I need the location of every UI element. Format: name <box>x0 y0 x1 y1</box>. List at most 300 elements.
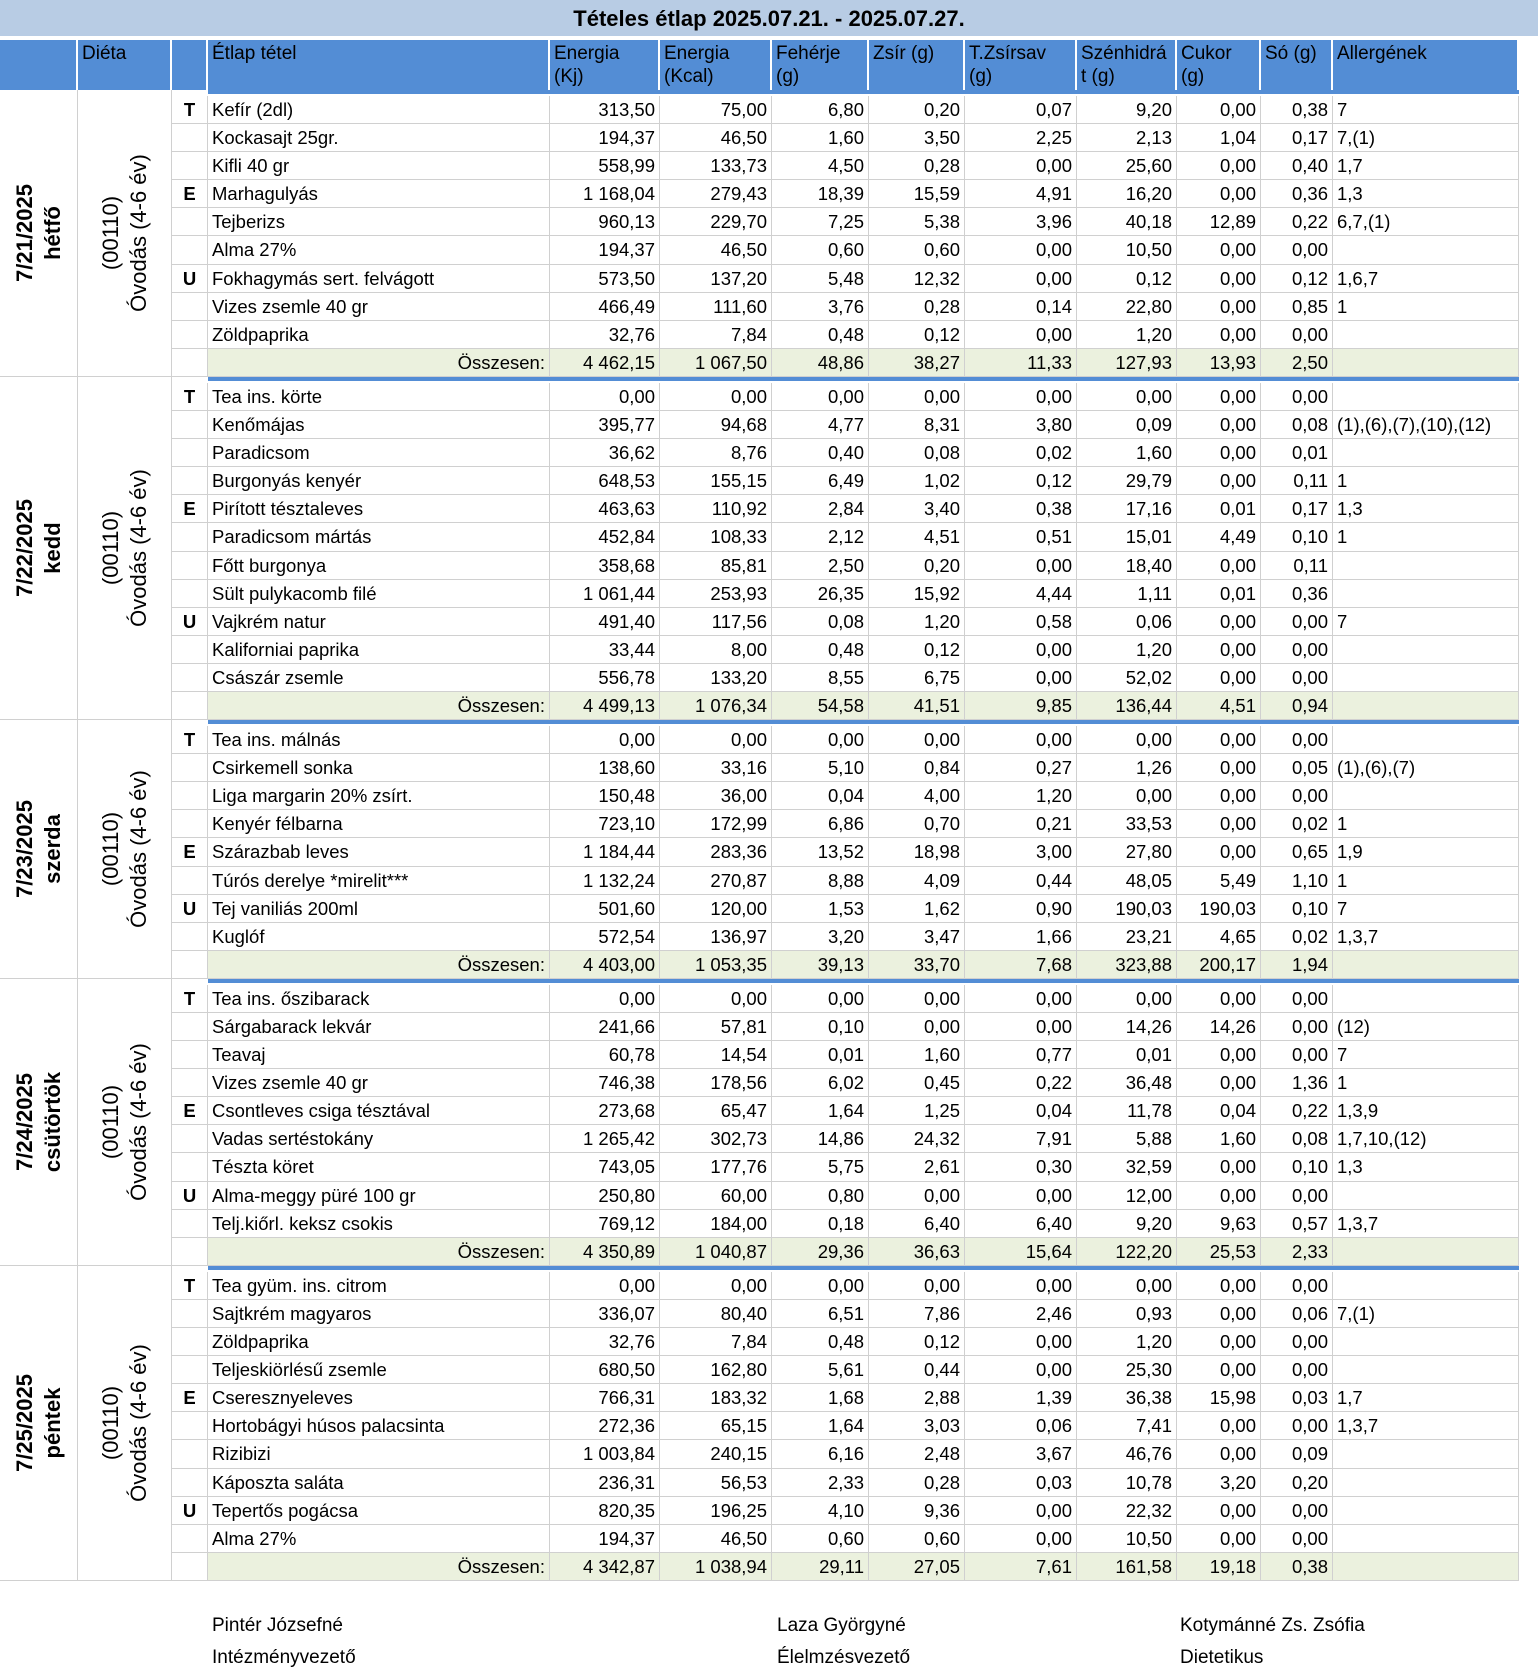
day-date: 7/24/2025 <box>11 1072 37 1171</box>
zsir-cell: 0,00 <box>869 726 965 754</box>
feherje-cell: 1,53 <box>772 895 869 923</box>
tzsirsav-cell: 3,96 <box>965 208 1077 236</box>
total-zsir-cell: 38,27 <box>869 349 965 377</box>
meal-code-cell: U <box>172 1497 208 1525</box>
meal-code-cell <box>172 1069 208 1097</box>
cukor-cell: 0,00 <box>1177 1525 1261 1553</box>
zsir-cell: 0,45 <box>869 1069 965 1097</box>
energia-kj-cell: 0,00 <box>550 1272 660 1300</box>
signature-1 <box>212 1610 356 1674</box>
tzsirsav-cell: 0,00 <box>965 236 1077 264</box>
so-cell: 0,00 <box>1261 664 1333 692</box>
energia-kcal-cell: 46,50 <box>660 1525 772 1553</box>
cukor-cell: 0,00 <box>1177 1412 1261 1440</box>
so-cell: 0,65 <box>1261 838 1333 866</box>
day-label <box>11 184 67 282</box>
zsir-cell: 0,00 <box>869 1013 965 1041</box>
so-cell: 0,38 <box>1261 96 1333 124</box>
day-cell <box>0 90 78 377</box>
energia-kj-cell: 150,48 <box>550 782 660 810</box>
total-energia-kcal-cell: 1 053,35 <box>660 951 772 979</box>
signature-role: Intézményvezető <box>212 1647 356 1668</box>
zsir-cell: 18,98 <box>869 838 965 866</box>
so-cell: 0,02 <box>1261 923 1333 951</box>
total-tzsirsav-cell: 7,68 <box>965 951 1077 979</box>
day-label <box>11 800 67 898</box>
day-date: 7/23/2025 <box>11 800 37 898</box>
menu-item-name: Kifli 40 gr <box>208 152 550 180</box>
allergen-cell: 1,7 <box>1333 1384 1519 1412</box>
so-cell: 0,10 <box>1261 895 1333 923</box>
signature-role: Élelmzésvezető <box>777 1647 911 1668</box>
so-cell: 0,10 <box>1261 523 1333 551</box>
header-dieta: Diéta <box>78 40 172 90</box>
meal-code-cell <box>172 1153 208 1181</box>
meal-code-cell: E <box>172 495 208 523</box>
cukor-cell: 0,01 <box>1177 580 1261 608</box>
meal-code-cell <box>172 439 208 467</box>
energia-kj-cell: 1 265,42 <box>550 1125 660 1153</box>
menu-item-name: Csirkemell sonka <box>208 754 550 782</box>
menu-item-name: Alma 27% <box>208 236 550 264</box>
energia-kcal-cell: 155,15 <box>660 467 772 495</box>
meal-code-cell <box>172 1041 208 1069</box>
tzsirsav-cell: 1,39 <box>965 1384 1077 1412</box>
total-allergen-cell <box>1333 1553 1519 1581</box>
szenhidrat-cell: 0,00 <box>1077 383 1177 411</box>
zsir-cell: 0,00 <box>869 985 965 1013</box>
header-energia-kcal: Energia (Kcal) <box>660 40 772 90</box>
so-cell: 0,02 <box>1261 810 1333 838</box>
diet-label <box>97 469 153 627</box>
zsir-cell: 8,31 <box>869 411 965 439</box>
energia-kj-cell: 452,84 <box>550 523 660 551</box>
energia-kcal-cell: 279,43 <box>660 180 772 208</box>
zsir-cell: 3,50 <box>869 124 965 152</box>
energia-kj-cell: 572,54 <box>550 923 660 951</box>
menu-item-name: Alma 27% <box>208 1525 550 1553</box>
zsir-cell: 0,70 <box>869 810 965 838</box>
menu-item-name: Tepertős pogácsa <box>208 1497 550 1525</box>
energia-kcal-cell: 172,99 <box>660 810 772 838</box>
allergen-cell: 6,7,(1) <box>1333 208 1519 236</box>
feherje-cell: 18,39 <box>772 180 869 208</box>
menu-item-name: Vajkrém natur <box>208 608 550 636</box>
feherje-cell: 0,00 <box>772 726 869 754</box>
meal-code-cell <box>172 293 208 321</box>
cukor-cell: 0,00 <box>1177 552 1261 580</box>
menu-item-name: Tea ins. körte <box>208 383 550 411</box>
meal-code-cell: T <box>172 383 208 411</box>
energia-kj-cell: 501,60 <box>550 895 660 923</box>
so-cell: 0,11 <box>1261 467 1333 495</box>
menu-item-name: Paradicsom mártás <box>208 523 550 551</box>
tzsirsav-cell: 0,12 <box>965 467 1077 495</box>
zsir-cell: 15,92 <box>869 580 965 608</box>
energia-kj-cell: 1 184,44 <box>550 838 660 866</box>
szenhidrat-cell: 27,80 <box>1077 838 1177 866</box>
day-label <box>11 1374 67 1472</box>
total-energia-kj-cell: 4 350,89 <box>550 1238 660 1266</box>
allergen-cell <box>1333 664 1519 692</box>
cukor-cell: 4,49 <box>1177 523 1261 551</box>
energia-kj-cell: 313,50 <box>550 96 660 124</box>
cukor-cell: 0,00 <box>1177 810 1261 838</box>
cukor-cell: 0,00 <box>1177 782 1261 810</box>
menu-item-name: Sült pulykacomb filé <box>208 580 550 608</box>
allergen-cell <box>1333 1469 1519 1497</box>
meal-code-cell: U <box>172 608 208 636</box>
so-cell: 0,08 <box>1261 1125 1333 1153</box>
szenhidrat-cell: 23,21 <box>1077 923 1177 951</box>
cukor-cell: 0,00 <box>1177 152 1261 180</box>
total-cukor-cell: 25,53 <box>1177 1238 1261 1266</box>
energia-kcal-cell: 178,56 <box>660 1069 772 1097</box>
energia-kcal-cell: 0,00 <box>660 985 772 1013</box>
so-cell: 0,03 <box>1261 1384 1333 1412</box>
so-cell: 0,00 <box>1261 985 1333 1013</box>
menu-item-name: Tea ins. őszibarack <box>208 985 550 1013</box>
total-allergen-cell <box>1333 951 1519 979</box>
feherje-cell: 0,00 <box>772 1272 869 1300</box>
energia-kcal-cell: 80,40 <box>660 1300 772 1328</box>
energia-kj-cell: 0,00 <box>550 383 660 411</box>
energia-kj-cell: 32,76 <box>550 321 660 349</box>
tzsirsav-cell: 0,58 <box>965 608 1077 636</box>
energia-kj-cell: 648,53 <box>550 467 660 495</box>
diet-code: (00110) <box>97 510 123 586</box>
feherje-cell: 0,04 <box>772 782 869 810</box>
so-cell: 0,01 <box>1261 439 1333 467</box>
energia-kj-cell: 60,78 <box>550 1041 660 1069</box>
cukor-cell: 0,00 <box>1177 236 1261 264</box>
szenhidrat-cell: 1,60 <box>1077 439 1177 467</box>
total-szenhidrat-cell: 161,58 <box>1077 1553 1177 1581</box>
allergen-cell: 1,3,7 <box>1333 1210 1519 1238</box>
szenhidrat-cell: 0,00 <box>1077 782 1177 810</box>
energia-kj-cell: 746,38 <box>550 1069 660 1097</box>
diet-label <box>97 1043 153 1201</box>
szenhidrat-cell: 52,02 <box>1077 664 1177 692</box>
szenhidrat-cell: 190,03 <box>1077 895 1177 923</box>
feherje-cell: 2,84 <box>772 495 869 523</box>
energia-kcal-cell: 14,54 <box>660 1041 772 1069</box>
tzsirsav-cell: 4,91 <box>965 180 1077 208</box>
day-cell <box>0 979 78 1266</box>
energia-kj-cell: 272,36 <box>550 1412 660 1440</box>
header-szenhidrat: Szénhidrá t (g) <box>1077 40 1177 90</box>
menu-item-name: Szárazbab leves <box>208 838 550 866</box>
zsir-cell: 0,12 <box>869 1328 965 1356</box>
meal-code-cell <box>172 636 208 664</box>
diet-cell <box>78 720 172 979</box>
energia-kj-cell: 1 168,04 <box>550 180 660 208</box>
header-energia-kj: Energia (Kj) <box>550 40 660 90</box>
energia-kcal-cell: 270,87 <box>660 867 772 895</box>
menu-item-name: Teavaj <box>208 1041 550 1069</box>
menu-item-name: Alma-meggy püré 100 gr <box>208 1182 550 1210</box>
zsir-cell: 0,00 <box>869 1272 965 1300</box>
menu-item-name: Pirított tésztaleves <box>208 495 550 523</box>
feherje-cell: 0,40 <box>772 439 869 467</box>
so-cell: 0,00 <box>1261 383 1333 411</box>
feherje-cell: 14,86 <box>772 1125 869 1153</box>
so-cell: 0,00 <box>1261 236 1333 264</box>
energia-kcal-cell: 0,00 <box>660 726 772 754</box>
allergen-cell: 1,3 <box>1333 495 1519 523</box>
diet-name: Óvodás (4-6 év) <box>125 154 151 312</box>
szenhidrat-cell: 11,78 <box>1077 1097 1177 1125</box>
total-label: Összesen: <box>208 1238 550 1266</box>
total-cukor-cell: 19,18 <box>1177 1553 1261 1581</box>
szenhidrat-cell: 22,80 <box>1077 293 1177 321</box>
feherje-cell: 6,49 <box>772 467 869 495</box>
szenhidrat-cell: 0,01 <box>1077 1041 1177 1069</box>
energia-kj-cell: 556,78 <box>550 664 660 692</box>
allergen-cell: (1),(6),(7),(10),(12) <box>1333 411 1519 439</box>
cukor-cell: 0,00 <box>1177 265 1261 293</box>
signature-name: Kotymánné Zs. Zsófia <box>1180 1615 1365 1636</box>
meal-code-cell <box>172 236 208 264</box>
tzsirsav-cell: 0,90 <box>965 895 1077 923</box>
szenhidrat-cell: 18,40 <box>1077 552 1177 580</box>
total-allergen-cell <box>1333 1238 1519 1266</box>
energia-kcal-cell: 177,76 <box>660 1153 772 1181</box>
allergen-cell <box>1333 439 1519 467</box>
tzsirsav-cell: 4,44 <box>965 580 1077 608</box>
allergen-cell: 7 <box>1333 1041 1519 1069</box>
so-cell: 0,20 <box>1261 1469 1333 1497</box>
diet-name: Óvodás (4-6 év) <box>125 1343 151 1502</box>
so-cell: 0,22 <box>1261 1097 1333 1125</box>
energia-kj-cell: 358,68 <box>550 552 660 580</box>
meal-code-cell <box>172 208 208 236</box>
allergen-cell <box>1333 1497 1519 1525</box>
tzsirsav-cell: 0,00 <box>965 1272 1077 1300</box>
tzsirsav-cell: 0,00 <box>965 383 1077 411</box>
energia-kcal-cell: 111,60 <box>660 293 772 321</box>
tzsirsav-cell: 0,00 <box>965 1182 1077 1210</box>
szenhidrat-cell: 25,30 <box>1077 1356 1177 1384</box>
energia-kcal-cell: 184,00 <box>660 1210 772 1238</box>
signature-3 <box>1180 1610 1365 1674</box>
zsir-cell: 2,61 <box>869 1153 965 1181</box>
feherje-cell: 2,50 <box>772 552 869 580</box>
meal-code-cell <box>172 124 208 152</box>
feherje-cell: 0,18 <box>772 1210 869 1238</box>
zsir-cell: 0,00 <box>869 1182 965 1210</box>
diet-name: Óvodás (4-6 év) <box>125 770 151 928</box>
day-date: 7/22/2025 <box>11 499 37 597</box>
diet-code: (00110) <box>97 811 123 887</box>
so-cell: 1,36 <box>1261 1069 1333 1097</box>
cukor-cell: 4,65 <box>1177 923 1261 951</box>
energia-kcal-cell: 283,36 <box>660 838 772 866</box>
meal-code-cell: T <box>172 96 208 124</box>
so-cell: 0,36 <box>1261 180 1333 208</box>
allergen-cell: 1,9 <box>1333 838 1519 866</box>
allergen-cell: 1,3 <box>1333 1153 1519 1181</box>
zsir-cell: 0,20 <box>869 96 965 124</box>
diet-cell <box>78 377 172 720</box>
allergen-cell <box>1333 985 1519 1013</box>
so-cell: 0,09 <box>1261 1440 1333 1468</box>
zsir-cell: 0,00 <box>869 383 965 411</box>
feherje-cell: 2,12 <box>772 523 869 551</box>
szenhidrat-cell: 16,20 <box>1077 180 1177 208</box>
so-cell: 0,17 <box>1261 495 1333 523</box>
feherje-cell: 6,02 <box>772 1069 869 1097</box>
tzsirsav-cell: 2,46 <box>965 1300 1077 1328</box>
cukor-cell: 0,01 <box>1177 495 1261 523</box>
cukor-cell: 0,00 <box>1177 754 1261 782</box>
energia-kcal-cell: 0,00 <box>660 1272 772 1300</box>
total-tzsirsav-cell: 15,64 <box>965 1238 1077 1266</box>
total-energia-kcal-cell: 1 067,50 <box>660 349 772 377</box>
cukor-cell: 0,00 <box>1177 664 1261 692</box>
total-allergen-cell <box>1333 349 1519 377</box>
energia-kcal-cell: 7,84 <box>660 1328 772 1356</box>
meal-code-cell <box>172 1328 208 1356</box>
szenhidrat-cell: 2,13 <box>1077 124 1177 152</box>
meal-code-cell: E <box>172 180 208 208</box>
total-so-cell: 0,38 <box>1261 1553 1333 1581</box>
menu-item-name: Csontleves csiga tésztával <box>208 1097 550 1125</box>
tzsirsav-cell: 0,00 <box>965 552 1077 580</box>
total-energia-kj-cell: 4 499,13 <box>550 692 660 720</box>
cukor-cell: 0,00 <box>1177 1153 1261 1181</box>
total-energia-kcal-cell: 1 038,94 <box>660 1553 772 1581</box>
so-cell: 0,00 <box>1261 608 1333 636</box>
energia-kj-cell: 0,00 <box>550 985 660 1013</box>
menu-item-name: Sárgabarack lekvár <box>208 1013 550 1041</box>
energia-kcal-cell: 240,15 <box>660 1440 772 1468</box>
cukor-cell: 0,00 <box>1177 1041 1261 1069</box>
energia-kcal-cell: 56,53 <box>660 1469 772 1497</box>
diet-cell <box>78 90 172 377</box>
energia-kj-cell: 466,49 <box>550 293 660 321</box>
allergen-cell: (1),(6),(7) <box>1333 754 1519 782</box>
tzsirsav-cell: 0,00 <box>965 726 1077 754</box>
energia-kj-cell: 820,35 <box>550 1497 660 1525</box>
zsir-cell: 15,59 <box>869 180 965 208</box>
zsir-cell: 0,20 <box>869 552 965 580</box>
so-cell: 0,22 <box>1261 208 1333 236</box>
allergen-cell: 1,3 <box>1333 180 1519 208</box>
signature-2 <box>777 1610 910 1674</box>
menu-item-name: Kefír (2dl) <box>208 96 550 124</box>
energia-kj-cell: 194,37 <box>550 1525 660 1553</box>
szenhidrat-cell: 1,26 <box>1077 754 1177 782</box>
meal-code-cell <box>172 411 208 439</box>
menu-item-name: Kaliforniai paprika <box>208 636 550 664</box>
meal-code-cell <box>172 1412 208 1440</box>
menu-item-name: Vizes zsemle 40 gr <box>208 1069 550 1097</box>
feherje-cell: 0,48 <box>772 1328 869 1356</box>
day-label <box>11 1072 67 1172</box>
so-cell: 0,12 <box>1261 265 1333 293</box>
cukor-cell: 9,63 <box>1177 1210 1261 1238</box>
feherje-cell: 6,80 <box>772 96 869 124</box>
szenhidrat-cell: 10,50 <box>1077 1525 1177 1553</box>
energia-kj-cell: 680,50 <box>550 1356 660 1384</box>
szenhidrat-cell: 0,06 <box>1077 608 1177 636</box>
energia-kcal-cell: 133,73 <box>660 152 772 180</box>
tzsirsav-cell: 0,38 <box>965 495 1077 523</box>
total-feherje-cell: 29,11 <box>772 1553 869 1581</box>
szenhidrat-cell: 22,32 <box>1077 1497 1177 1525</box>
energia-kcal-cell: 302,73 <box>660 1125 772 1153</box>
allergen-cell <box>1333 636 1519 664</box>
tzsirsav-cell: 3,67 <box>965 1440 1077 1468</box>
tzsirsav-cell: 0,14 <box>965 293 1077 321</box>
total-so-cell: 0,94 <box>1261 692 1333 720</box>
total-energia-kj-cell: 4 403,00 <box>550 951 660 979</box>
menu-item-name: Tej vaniliás 200ml <box>208 895 550 923</box>
szenhidrat-cell: 12,00 <box>1077 1182 1177 1210</box>
energia-kcal-cell: 57,81 <box>660 1013 772 1041</box>
so-cell: 0,08 <box>1261 411 1333 439</box>
menu-item-name: Cseresznyeleves <box>208 1384 550 1412</box>
energia-kj-cell: 723,10 <box>550 810 660 838</box>
szenhidrat-cell: 25,60 <box>1077 152 1177 180</box>
feherje-cell: 6,51 <box>772 1300 869 1328</box>
tzsirsav-cell: 0,00 <box>965 1497 1077 1525</box>
tzsirsav-cell: 6,40 <box>965 1210 1077 1238</box>
day-weekday: hétfő <box>39 206 65 260</box>
zsir-cell: 2,88 <box>869 1384 965 1412</box>
allergen-cell <box>1333 782 1519 810</box>
meal-code-cell: T <box>172 726 208 754</box>
total-energia-kcal-cell: 1 076,34 <box>660 692 772 720</box>
energia-kcal-cell: 65,47 <box>660 1097 772 1125</box>
zsir-cell: 0,84 <box>869 754 965 782</box>
so-cell: 0,85 <box>1261 293 1333 321</box>
energia-kj-cell: 241,66 <box>550 1013 660 1041</box>
zsir-cell: 6,40 <box>869 1210 965 1238</box>
cukor-cell: 0,00 <box>1177 1300 1261 1328</box>
total-label: Összesen: <box>208 692 550 720</box>
meal-code-cell: U <box>172 265 208 293</box>
zsir-cell: 0,28 <box>869 293 965 321</box>
meal-code-cell <box>172 1553 208 1581</box>
tzsirsav-cell: 0,44 <box>965 867 1077 895</box>
so-cell: 0,00 <box>1261 1497 1333 1525</box>
cukor-cell: 5,49 <box>1177 867 1261 895</box>
energia-kcal-cell: 8,76 <box>660 439 772 467</box>
allergen-cell: 1 <box>1333 523 1519 551</box>
menu-item-name: Császár zsemle <box>208 664 550 692</box>
tzsirsav-cell: 0,07 <box>965 96 1077 124</box>
total-tzsirsav-cell: 7,61 <box>965 1553 1077 1581</box>
allergen-cell: 1 <box>1333 867 1519 895</box>
diet-code: (00110) <box>97 1084 123 1159</box>
feherje-cell: 0,01 <box>772 1041 869 1069</box>
feherje-cell: 0,80 <box>772 1182 869 1210</box>
zsir-cell: 1,62 <box>869 895 965 923</box>
meal-code-cell: U <box>172 1182 208 1210</box>
day-weekday: kedd <box>39 522 65 574</box>
cukor-cell: 0,00 <box>1177 321 1261 349</box>
cukor-cell: 0,00 <box>1177 1272 1261 1300</box>
feherje-cell: 7,25 <box>772 208 869 236</box>
meal-code-cell <box>172 523 208 551</box>
total-szenhidrat-cell: 136,44 <box>1077 692 1177 720</box>
menu-item-name: Hortobágyi húsos palacsinta <box>208 1412 550 1440</box>
meal-code-cell: T <box>172 1272 208 1300</box>
menu-item-name: Tejberizs <box>208 208 550 236</box>
meal-code-cell <box>172 1238 208 1266</box>
